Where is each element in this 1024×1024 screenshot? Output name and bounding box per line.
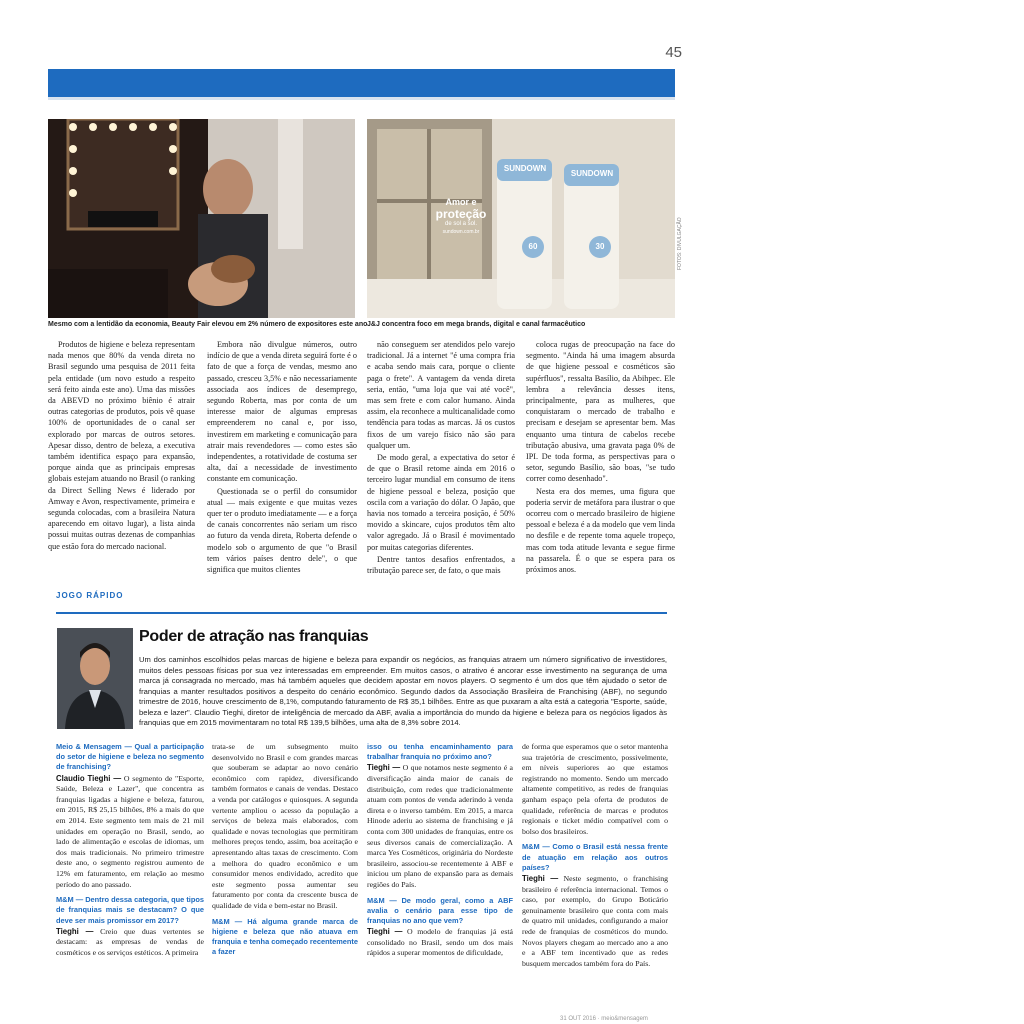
answer: [56, 774, 204, 891]
article-column-4: [526, 339, 675, 579]
answer: [367, 763, 513, 890]
answer-speaker: Claudio Tieghi —: [56, 773, 122, 783]
box-intro: Um dos caminhos escolhidos pelas marcas de higiene e beleza para expandir os negócios, as franquias atraem um número significativo de investidores, muitos deles pessoas físicas por sua vez interessadas em empreender. Em muitos casos, o atrativo é ancorar esse investimento na segurança de uma marca já consagrada no mercado, mas há também aqueles que decidem apostar em novos players. O segmento é um dos que têm ajudado o setor de franquias a manter resultados positivos a despeito do cenário econômico. Segundo dados da Associação Brasileira de Franchising (ABF), no segundo trimestre de 2016, houve crescimento de 8,1%, computando faturamento de R$ 35,1 bilhões. Entre as que puxaram a alta está a categoria "Esporte, saúde, beleza e lazer". Claudio Tieghi, diretor de inteligência de mercado da ABF, avalia a importância do mundo da higiene e beleza para os negócios ligados às franquias que em 2015 movimentaram no total R$ 139,5 bilhões, uma alta de 8,3% sobre 2014.: [139, 655, 667, 727]
article-paragraph: Embora não divulgue números, outro indício de que a venda direta seguirá forte é o fato de que a força de vendas, mesmo ano passado, cresceu 3,5% e não necessariamente associada aos índices de desemprego, segundo Roberta, mas por conta de um interesse maior de algumas empresas empreenderem no canal e, por isso, investirem em marketing e comunicação para atrair mais revendedores — como estes são independentes, a rotatividade de costuma ser alta, daí a necessidade de investimento constante em comunicação.: [207, 340, 357, 484]
question: [56, 742, 204, 773]
question: [522, 842, 668, 873]
beauty-fair-illustration: [48, 119, 355, 318]
answer-text: Creio que duas vertentes se destacam: as empresas de vendas de cosméticos e os serviços estéticos. A primeira: [56, 926, 204, 957]
article-column-3: [367, 339, 515, 579]
question: [367, 896, 513, 927]
question-continued: isso ou tenha encaminhamento para trabalhar franquia no próximo ano?: [367, 742, 513, 762]
claudio-tieghi-portrait: [57, 628, 133, 729]
answer: [522, 874, 668, 969]
question-text: Qual a participação do setor de higiene e beleza no segmento de franchising?: [56, 742, 204, 772]
article-paragraph: Nesta era dos memes, uma figura que poderia servir de metáfora para ilustrar o que ocorreu com o mercado brasileiro de higiene pessoal e beleza é a da modelo que vem linda no desfile e de repente toma aquele tropeço, mas com toda atitude levanta e segue firme na passarela. É o que se espera para os próximos anos.: [526, 486, 675, 575]
ad-line-3: de sol a sol.: [444, 221, 478, 227]
interview-column-2: [212, 742, 358, 990]
article-column-2: [207, 339, 357, 579]
ad-url: sundown.com.br: [442, 229, 480, 235]
answer-continued: trata-se de um subsegmento muito desenvolvido no Brasil e com grandes marcas que souberam se adaptar ao novo cenário econômico com rapidez, diversificando também formatos e canais de vendas. Destaco a venda por catálogos e quiosques. A segunda vertente ampliou o acesso da população a serviços de beleza mais elaborados, com qualidade e novas tecnologias que permitiram melhores preços tendo, assim, boa aceitação e apresentando altas taxas de crescimento. Com a melhora do quadro econômico e um consumidor menos endividado, acredito que este segmento possa aumentar seu faturamento por conta da crescente busca de qualidade de vida e bem-estar no Brasil.: [212, 742, 358, 910]
section-rule: [56, 612, 667, 614]
question-speaker: M&M —: [56, 895, 84, 905]
article-paragraph: Dentre tantos desafios enfrentados, a tributação parece ser, de fato, o que mais: [367, 554, 515, 576]
answer-continued: de forma que esperamos que o setor mantenha sua trajetória de crescimento, possivelmente, em níveis superiores ao que estamos registrando no momento. Sendo um mercado altamente competitivo, as redes de franquias ganham espaço pela oferta de produtos de qualidade, referência de marcas e produtos regionais e ticket médio compatível com o bolso dos brasileiros.: [522, 742, 668, 836]
question-text: De modo geral, como a ABF avalia o cenário para esse tipo de franquias no ano que vem?: [367, 895, 513, 925]
product-brand-1: SUNDOWN: [503, 164, 547, 173]
question-speaker: Meio & Mensagem —: [56, 742, 132, 751]
article-paragraph: coloca rugas de preocupação na face do segmento. "Ainda há uma imagem absurda de que higiene pessoal e cosméticos são supérfluos", ressalta Basílio, da Abihpec. Ele lembra a relevância desses itens, principalmente, para as mulheres, que conquistaram o mercado de trabalho e precisam e desejam se apresentar bem. Mas enquanto uma tintura de cabelos recebe tributação abusiva, uma gravata paga 0% de IPI. De toda forma, as perspectivas para o setor, segundo Basílio, são boas, "se tudo correr como desenhado".: [526, 340, 675, 484]
answer-text: O que notamos neste segmento é a diversificação ainda maior de canais de distribuição, com redes que tradicionalmente atuam com pontos de venda aderindo à venda direta e o inverso também. Em 2015, a marca Hinode aderiu ao sistema de franchising e já conta com 300 unidades de franquias, entre os seus diversos canais de comercialização. A marca Yes Cosméticos, originária do Nordeste brasileiro, associou-se recentemente à ABF e iniciou um plano de expansão para as demais regiões do País.: [367, 763, 513, 889]
page-footer: 31 OUT 2016 · meio&mensagem: [560, 1016, 648, 1022]
question: [56, 895, 204, 926]
answer: [56, 927, 204, 959]
article-paragraph: Questionada se o perfil do consumidor atual — mais exigente e que muitas vezes quer ter o produto imediatamente — e a força de canais concorrentes não seriam um risco ao futuro da venda direta, Roberta defende o modelo sob o argumento de que "o Brasil tem vários países dentro dele", o que significa que muitos clientes: [207, 486, 357, 575]
article-paragraph: não conseguem ser atendidos pelo varejo tradicional. Já a internet "é uma compra fria e acaba sendo mais cara, porque o cliente paga o frete". A vantagem da venda direta seria, então, "uma loja que vai até você", mas sem frete e com calor humano. Ainda assim, ela reconhece a multicanalidade como tendência para todas as marcas. Já os custos fixos de um varejo físico não são para qualquer um.: [367, 340, 515, 450]
photo-credit: FOTOS: DIVULGAÇÃO: [677, 217, 683, 270]
question-text: Como o Brasil está nessa frente de atuação em relação aos outros países?: [522, 842, 668, 872]
left-photo-caption: Mesmo com a lentidão da economia, Beauty Fair elevou em 2% número de expositores este ano: [48, 321, 368, 328]
header-bar-shadow: [48, 97, 675, 100]
jj-sunscreen-photo: [367, 119, 675, 318]
answer-speaker: Tieghi —: [367, 763, 401, 773]
answer-speaker: Tieghi —: [367, 927, 403, 937]
product-fps-1: 60: [528, 242, 538, 251]
answer-text: O modelo de franquias já está consolidado no Brasil, sendo um dos mais rápidos a superar momentos de dificuldade,: [367, 927, 513, 958]
question-speaker: M&M —: [367, 895, 397, 905]
portrait-illustration: [57, 628, 133, 729]
answer-speaker: Tieghi —: [522, 873, 559, 883]
product-fps-2: 30: [595, 242, 605, 251]
article-paragraph: Produtos de higiene e beleza representam nada menos que 80% da venda direta no Brasil segundo uma pesquisa de 2011 feita pela entidade (um novo estudo a respeito será feito ainda este ano). Uma das missões da ABEVD no próximo biênio é atrair outras categorias de produtos, pois vê quase 100% de oportunidades de o canal ser explorado por marcas de outros setores. Apesar disso, dentro de beleza, a executiva também identifica espaço para expansão, porque ainda que as principais empresas globais estejam atuando no Brasil (o ranking da Direct Selling News é liderado por Amway e Avon, respectivamente, primeira e segunda colocadas, com a brasileira Natura aparecendo em oitavo lugar), a lista ainda possui muitas outras dezenas de companhias que estão fora do mercado nacional.: [48, 340, 195, 551]
question-speaker: M&M —: [212, 916, 243, 926]
question-text: Há alguma grande marca de higiene e beleza que não atuava em franquia e tenha começado recentemente a fazer: [212, 916, 358, 957]
ad-line-2: proteção: [435, 207, 487, 221]
answer-text: Neste segmento, o franchising brasileiro é referência internacional. Temos o caso, por exemplo, do Grupo Boticário genuinamente brasileiro que conta com mais de quatro mil unidades, configurando a maior rede de franquias de cosméticos do mundo. Novos players chegam ao mercado ano a ano e a ABF tem incentivado que as redes busquem mercados também fora do País.: [522, 873, 668, 968]
question-speaker: M&M —: [522, 842, 550, 852]
article-column-1: [48, 339, 195, 579]
beauty-fair-photo: [48, 119, 355, 318]
question-text: Dentro dessa categoria, que tipos de franquias mais se destacam? O que deve ser mais promissor em 2017?: [56, 895, 204, 925]
ad-line-1: Amor e: [445, 197, 477, 207]
question: [212, 917, 358, 958]
section-tag: JOGO RÁPIDO: [56, 591, 124, 600]
page-number: 45: [665, 44, 682, 61]
answer: [367, 927, 513, 959]
article-paragraph: De modo geral, a expectativa do setor é de que o Brasil retome ainda em 2016 o terceiro lugar mundial em consumo de itens de higiene pessoal e beleza, posição que oscila com a variação do dólar. O Japão, que havia nos tomado a terceira posição, é 50% movido a skincare, cujos produtos têm alto valor agregado. Já o Brasil é movimentado por muitas categorias diferentes.: [367, 453, 515, 552]
box-headline: Poder de atração nas franquias: [139, 628, 369, 645]
interview-column-1: [56, 742, 204, 990]
sunscreen-illustration: [367, 119, 675, 318]
answer-text: O segmento de "Esporte, Saúde, Beleza e Lazer", que concentra as franquias ligadas a higiene e beleza, faturou, em 2015, R$ 25,15 bilhões, 8% a mais do que em 2014. Este segmento tem mais de 21 mil unidades em operação no Brasil, sendo, ao lado de alimentação e escolas de idiomas, um dos mais tradicionais. No primeiro trimestre deste ano, o segmento registrou aumento de 12% em faturamento, em relação ao mesmo período do ano passado.: [56, 773, 204, 889]
answer-speaker: Tieghi —: [56, 926, 94, 936]
product-brand-2: SUNDOWN: [570, 169, 614, 178]
right-photo-caption: J&J concentra foco em mega brands, digital e canal farmacêutico: [367, 321, 586, 328]
header-color-bar: [48, 69, 675, 97]
interview-column-4: [522, 742, 668, 990]
interview-column-3: [367, 742, 513, 990]
